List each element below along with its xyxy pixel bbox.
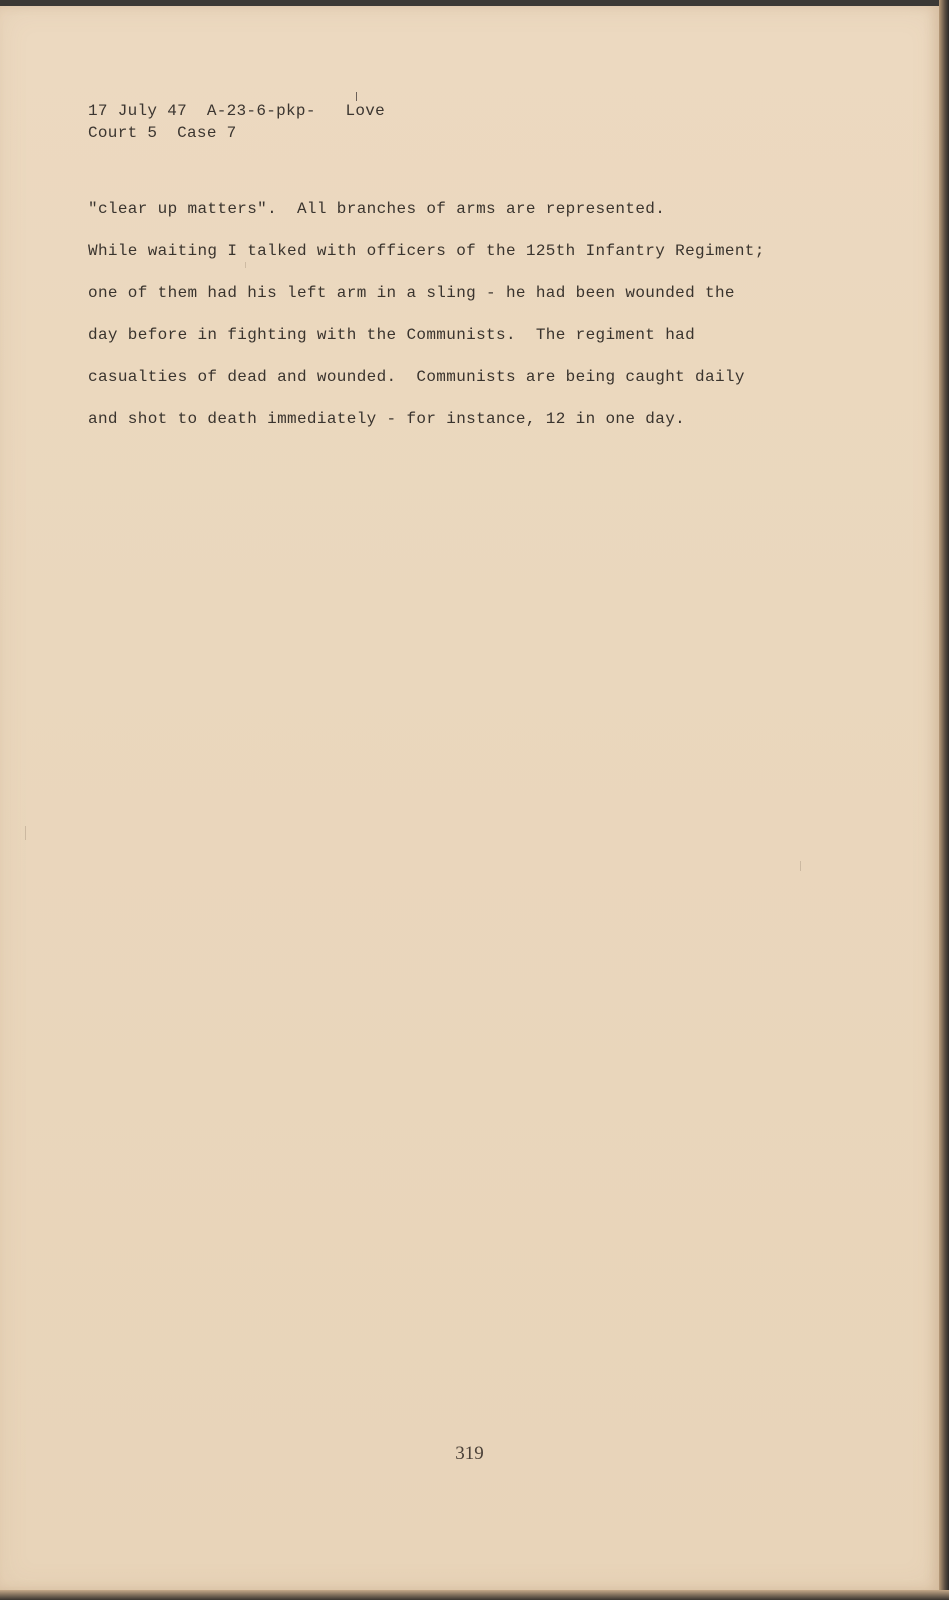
header-date-reference: 17 July 47 A-23-6-pkp- Love [88,102,386,120]
body-line: one of them had his left arm in a sling - he had been wounded the [88,284,735,302]
page-edge-shadow-bottom [0,1590,949,1600]
paper-fiber-mark [800,861,801,871]
body-line: and shot to death immediately - for instance, 12 in one day. [88,410,686,428]
body-line: casualties of dead and wounded. Communists are being caught daily [88,368,745,386]
document-page [0,6,939,1590]
header-court-case: Court 5 Case 7 [88,124,237,142]
page-number: 319 [455,1443,484,1464]
body-line: While waiting I talked with officers of the 125th Infantry Regiment; [88,242,765,260]
typed-body-text [88,188,908,440]
page-edge-shadow-right [939,0,949,1600]
body-line: "clear up matters". All branches of arms are represented. [88,200,666,218]
document-header [88,100,385,144]
body-line: day before in fighting with the Communists. The regiment had [88,326,696,344]
paper-fiber-mark [25,826,26,840]
